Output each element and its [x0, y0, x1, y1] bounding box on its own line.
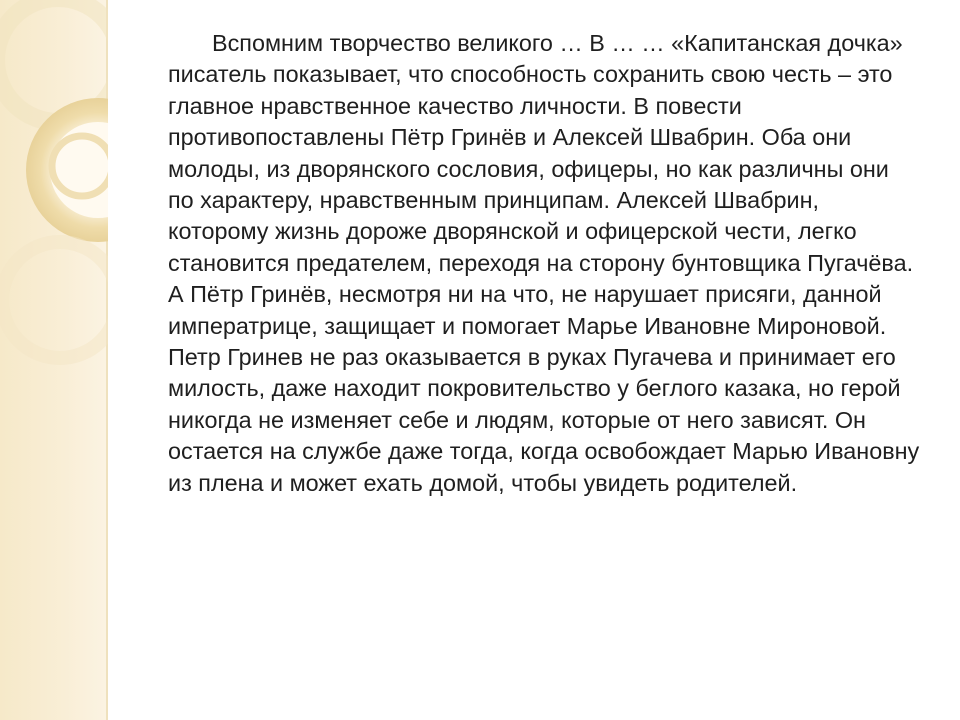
decorative-rings	[0, 0, 108, 720]
main-paragraph: Вспомним творчество великого … В … … «Капитанская дочка» писатель показывает, что способность сохранить свою честь – это главное нравственное качество личности. В повести противопоставлены Пётр Гринёв и Алексей Швабрин. Оба они молоды, из дворянского сословия, офицеры, но как различны они по характеру, нравственным принципам. Алексей Швабрин, которому жизнь дороже дворянской и офицерской чести, легко становится предателем, переходя на сторону бунтовщика Пугачёва. А Пётр Гринёв, несмотря ни на что, не нарушает присяги, данной императрице, защищает и помогает Марье Ивановне Мироновой. Петр Гринев не раз оказывается в руках Пугачева и принимает его милость, даже находит покровительство у беглого казака, но герой никогда не изменяет себе и людям, которые от него зависят. Он остается на службе даже тогда, когда освобождает Марью Ивановну из плена и может ехать домой, чтобы увидеть родителей.	[168, 30, 920, 496]
faint-ring-bottom	[2, 242, 108, 358]
